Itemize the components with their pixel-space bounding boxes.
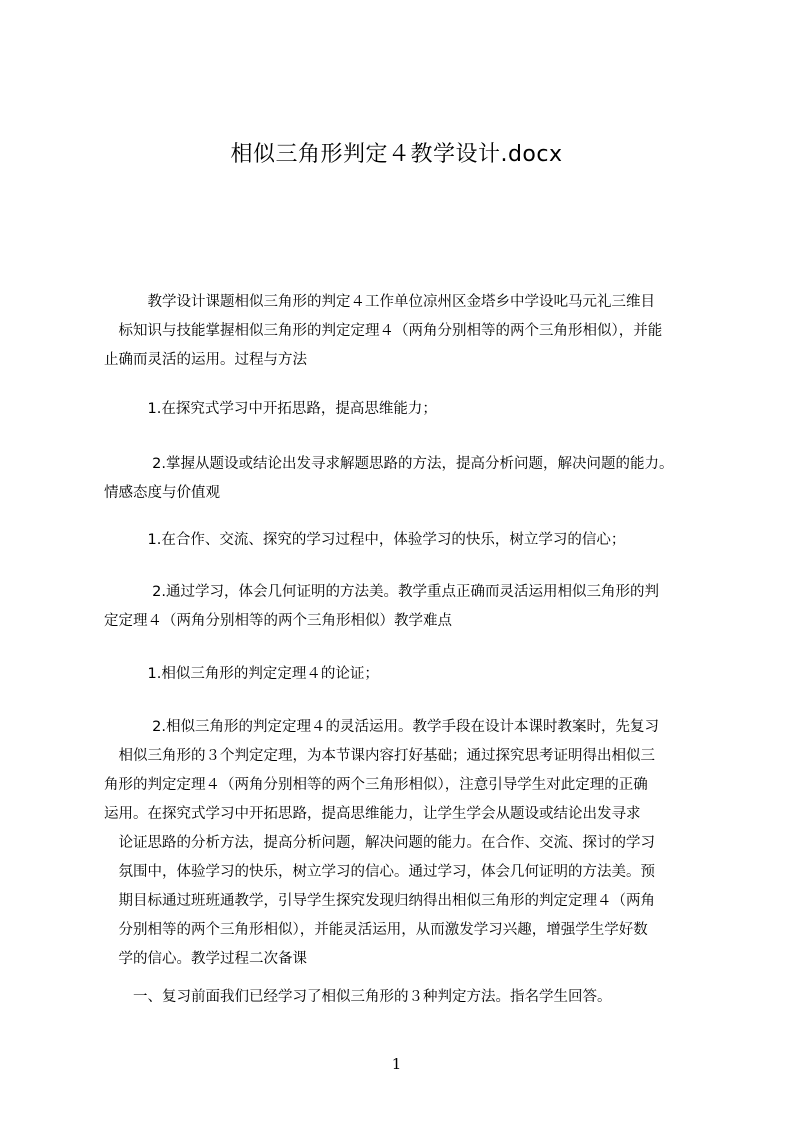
text-line: 2.通过学习，体会几何证明的方法美。教学重点正确而灵活运用相似三角形的判 xyxy=(104,584,659,600)
text-line: 角形的判定定理４（两角分别相等的两个三角形相似），注意引导学生对此定理的正确 xyxy=(104,777,648,793)
text-line: 标知识与技能掌握相似三角形的判定定理４（两角分别相等的两个三角形相似），并能 xyxy=(104,323,663,339)
text-line: 1.在探究式学习中开拓思路，提高思维能力； xyxy=(104,401,437,417)
paragraph-intro xyxy=(104,288,704,375)
paragraph-teaching-means xyxy=(104,713,704,974)
paragraph-attitude-1 xyxy=(104,526,704,555)
text-line: 定定理４（两角分别相等的两个三角形相似）教学难点 xyxy=(104,613,452,629)
paragraph-process-2 xyxy=(104,450,704,508)
text-line: 期目标通过班班通教学，引导学生探究发现归纳得出相似三角形的判定定理４（两角 xyxy=(104,893,655,909)
text-line: 运用。在探究式学习中开拓思路，提高思维能力，让学生学会从题设或结论出发寻求 xyxy=(104,806,641,822)
paragraph-difficulty-1 xyxy=(104,660,704,689)
text-line: 论证思路的分析方法，提高分析问题，解决问题的能力。在合作、交流、探讨的学习 xyxy=(104,835,655,851)
text-line: 2.掌握从题设或结论出发寻求解题思路的方法，提高分析问题，解决问题的能力。 xyxy=(104,456,674,472)
text-line: 止确而灵活的运用。过程与方法 xyxy=(104,352,307,368)
text-line: 2.相似三角形的判定定理４的灵活运用。教学手段在设计本课时教案时，先复习 xyxy=(104,719,659,735)
text-line: 相似三角形的３个判定定理，为本节课内容打好基础；通过探究思考证明得出相似三 xyxy=(104,748,655,764)
text-line: 情感态度与价值观 xyxy=(104,485,220,501)
paragraph-review xyxy=(104,983,704,1012)
text-line: 1.相似三角形的判定定理４的论证； xyxy=(104,666,379,682)
document-title: 相似三角形判定４教学设计.docx xyxy=(230,142,563,167)
page-number: 1 xyxy=(391,1055,402,1073)
text-line: 氛围中，体验学习的快乐，树立学习的信心。通过学习，体会几何证明的方法美。预 xyxy=(104,864,655,880)
text-line: 教学设计课题相似三角形的判定４工作单位凉州区金塔乡中学设叱马元礼三维目 xyxy=(104,294,655,310)
text-line: 1.在合作、交流、探究的学习过程中，体验学习的快乐，树立学习的信心； xyxy=(104,532,626,548)
text-line: 分别相等的两个三角形相似），并能灵活运用，从而激发学习兴趣，增强学生学好数 xyxy=(104,922,648,938)
text-line: 学的信心。教学过程二次备课 xyxy=(104,951,307,967)
paragraph-process-1 xyxy=(104,395,704,424)
paragraph-attitude-2 xyxy=(104,578,704,636)
text-line: 一、复习前面我们已经学习了相似三角形的３种判定方法。指名学生回答。 xyxy=(104,989,612,1005)
